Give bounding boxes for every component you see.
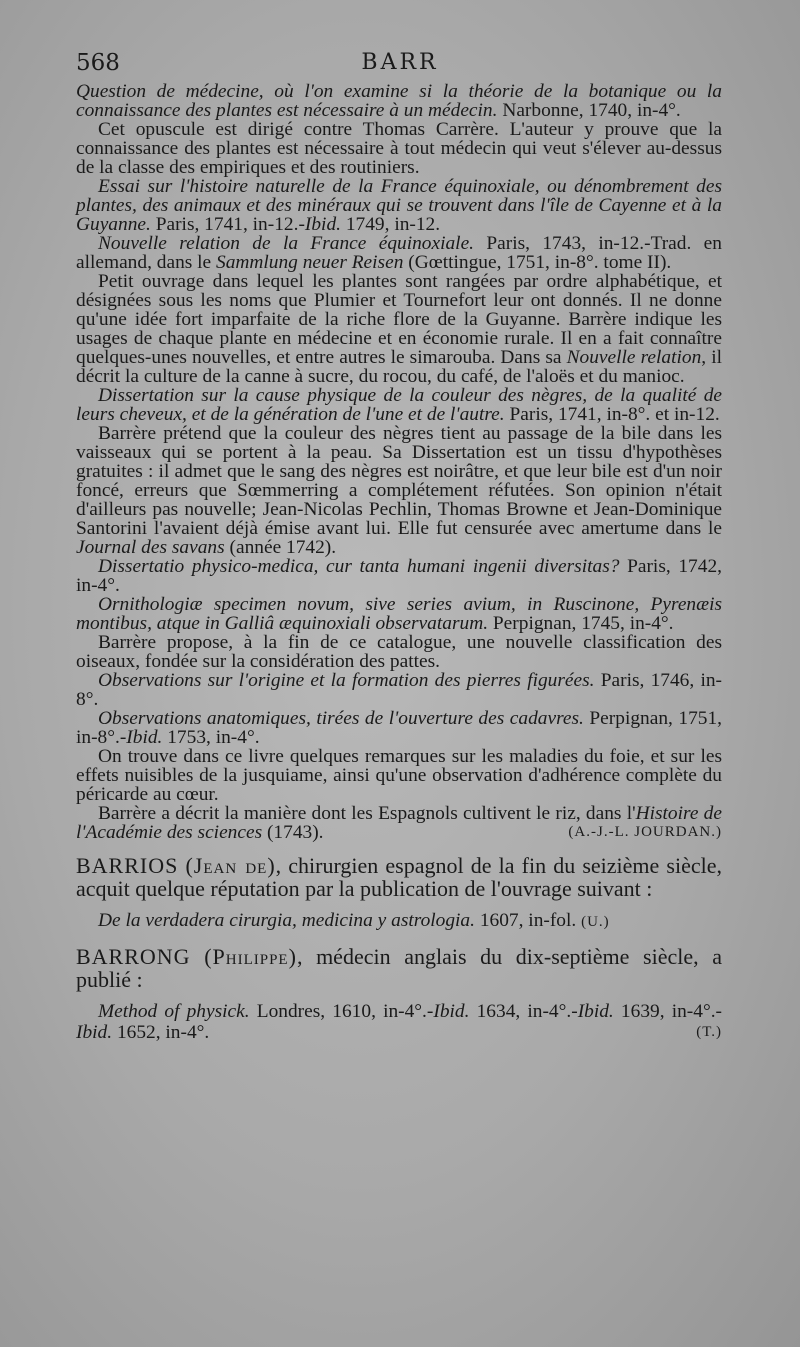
work-imprint: 1749, in-12.	[341, 214, 441, 235]
page-body	[76, 82, 722, 1043]
entry-barrong	[76, 945, 722, 991]
ibid: Ibid.	[433, 1001, 470, 1022]
work-title: Observations sur l'origine et la formation des pierres figurées.	[98, 670, 595, 691]
work-observations-anatomiques	[76, 709, 722, 747]
work-nouvelle-relation	[76, 234, 722, 272]
entry-headword: BARRIOS	[76, 853, 179, 878]
work-title: Essai sur l'histoire naturelle de la France équinoxiale, ou dénombrement des plantes, des animaux et des minéraux qui se trouvent dans l'île de Cayenne et à la Guyanne.	[76, 176, 722, 235]
work-title: Question de médecine, où l'on examine si la théorie de la botanique ou la connaissance des plantes est nécessaire à un médecin.	[76, 81, 722, 121]
work-imprint: Paris, 1741, in-8°. et in-12.	[504, 404, 720, 425]
work-title: Observations anatomiques, tirées de l'ouverture des cadavres.	[98, 708, 584, 729]
author-signature: (U.)	[581, 914, 610, 930]
ibid: Ibid.	[126, 727, 163, 748]
work-imprint: 1607, in-fol.	[474, 910, 577, 931]
work-imprint: Paris, 1741, in-12.-	[150, 214, 305, 235]
work-imprint: Narbonne, 1740, in-4°.	[497, 100, 681, 121]
work-title: Ornithologiæ specimen novum, sive series avium, in Ruscinone, Pyrenæis montibus, atque in Galliâ æquinoxiali observatarum.	[76, 594, 722, 634]
commentary-paragraph: Barrère propose, à la fin de ce catalogue, une nouvelle classification des oiseaux, fondée sur la considération des pattes.	[76, 632, 722, 672]
author-signature: (T.)	[696, 1024, 722, 1040]
entry-given-name: (Philippe)	[204, 944, 297, 969]
work-imprint: Paris, 1742, in-4°.	[76, 556, 722, 596]
ibid: Ibid.	[304, 214, 341, 235]
running-head: BARR	[361, 50, 439, 75]
work-question-medecine	[76, 82, 722, 120]
entry-headword: BARRONG	[76, 944, 191, 969]
work-imprint: Paris, 1746, in-8°.	[76, 670, 722, 710]
commentary-paragraph: Cet opuscule est dirigé contre Thomas Carrère. L'auteur y prouve que la connaissance des plantes est nécessaire à tout médecin qui veut s'élever au-dessus de la classe des empiriques et des routiniers.	[76, 119, 722, 178]
work-imprint: Perpignan, 1751, in-8°.-	[76, 708, 722, 748]
commentary-paragraph: Barrère prétend que la couleur des nègres tient au passage de la bile dans les vaisseaux qui se portent à la peau. Sa Dissertation est un tissu d'hypothèses gratuites : il admet que le sang des nègres est noirâtre, et que leur bile est d'un noir foncé, erreurs que Sœmmerring a complétement réfutées. Son opinion n'était d'ailleurs pas nouvelle; Jean-Nicolas Pechlin, Thomas Browne et Jean-Dominique Santorini l'avaient déjà émise avant lui. Elle fut censurée avec amertume dans le Journal des savans (année 1742).	[76, 423, 722, 558]
entry-text: , médecin anglais du dix-septième siècle, a publié :	[76, 944, 722, 992]
work-verdadera-cirurgia	[76, 910, 722, 933]
work-title: Dissertation sur la cause physique de la couleur des nègres, de la qualité de leurs cheveux, et de la génération de l'une et de l'autre.	[76, 385, 722, 425]
ibid: Ibid.	[76, 1022, 113, 1043]
entry-given-name: (Jean de)	[185, 853, 276, 878]
work-imprint: Paris, 1743, in-12.-Trad. en allemand, dans le	[76, 233, 722, 273]
page-header	[0, 48, 800, 84]
work-title: Nouvelle relation de la France équinoxiale.	[98, 233, 475, 254]
work-method-of-physick: Method of physick. Londres, 1610, in-4°.-Ibid. 1634, in-4°.-Ibid. 1639, in-4°.-Ibid. 1652, in-4°. (T.)	[76, 1001, 722, 1043]
author-signature: (A.-J.-L. JOURDAN.)	[568, 824, 722, 840]
collection-title: Sammlung neuer Reisen	[216, 252, 404, 273]
journal-title: Journal des savans	[76, 537, 225, 558]
page-number: 568	[76, 50, 120, 76]
work-title-ref: Histoire de l'Académie des sciences	[76, 803, 722, 843]
work-imprint: Perpignan, 1745, in-4°.	[488, 613, 674, 634]
work-ornithologiae	[76, 595, 722, 633]
work-title-ref: Nouvelle relation	[566, 347, 702, 368]
work-dissertation-couleur	[76, 386, 722, 424]
commentary-paragraph: Barrère a décrit la manière dont les Espagnols cultivent le riz, dans l'Histoire de l'Académie des sciences (1743). (A.-J.-L. JOURDAN.)	[76, 803, 722, 843]
work-imprint: (Gœttingue, 1751, in-8°. tome II).	[403, 252, 672, 273]
work-imprint: 1753, in-4°.	[162, 727, 260, 748]
work-pierres-figurees	[76, 671, 722, 709]
work-essai-histoire-naturelle	[76, 177, 722, 234]
commentary-paragraph: On trouve dans ce livre quelques remarques sur les maladies du foie, et sur les effets nuisibles de la jusquiame, ainsi qu'une observation d'adhérence complète du péricarde au cœur.	[76, 746, 722, 805]
work-title: De la verdadera cirurgia, medicina y astrologia.	[98, 910, 475, 931]
commentary-paragraph: Petit ouvrage dans lequel les plantes sont rangées par ordre alphabétique, et désignées sous les noms que Plumier et Tournefort leur ont donnés. Il ne donne qu'une idée fort imparfaite de la riche flore de la Guyanne. Barrère indique les usages de chaque plante en médecine et en économie rurale. Il en a fait connaître quelques-unes nouvelles, et entre autres le simarouba. Dans sa Nouvelle relation, il décrit la culture de la canne à sucre, du rocou, du café, de l'aloës et du manioc.	[76, 271, 722, 387]
work-title: Dissertatio physico-medica, cur tanta humani ingenii diversitas?	[98, 556, 620, 577]
entry-barrios	[76, 854, 722, 900]
ibid: Ibid.	[577, 1001, 614, 1022]
entry-text: , chirurgien espagnol de la fin du seizième siècle, acquit quelque réputation par la publication de l'ouvrage suivant :	[76, 853, 722, 901]
work-title: Method of physick.	[98, 1001, 250, 1022]
work-dissertatio	[76, 557, 722, 595]
